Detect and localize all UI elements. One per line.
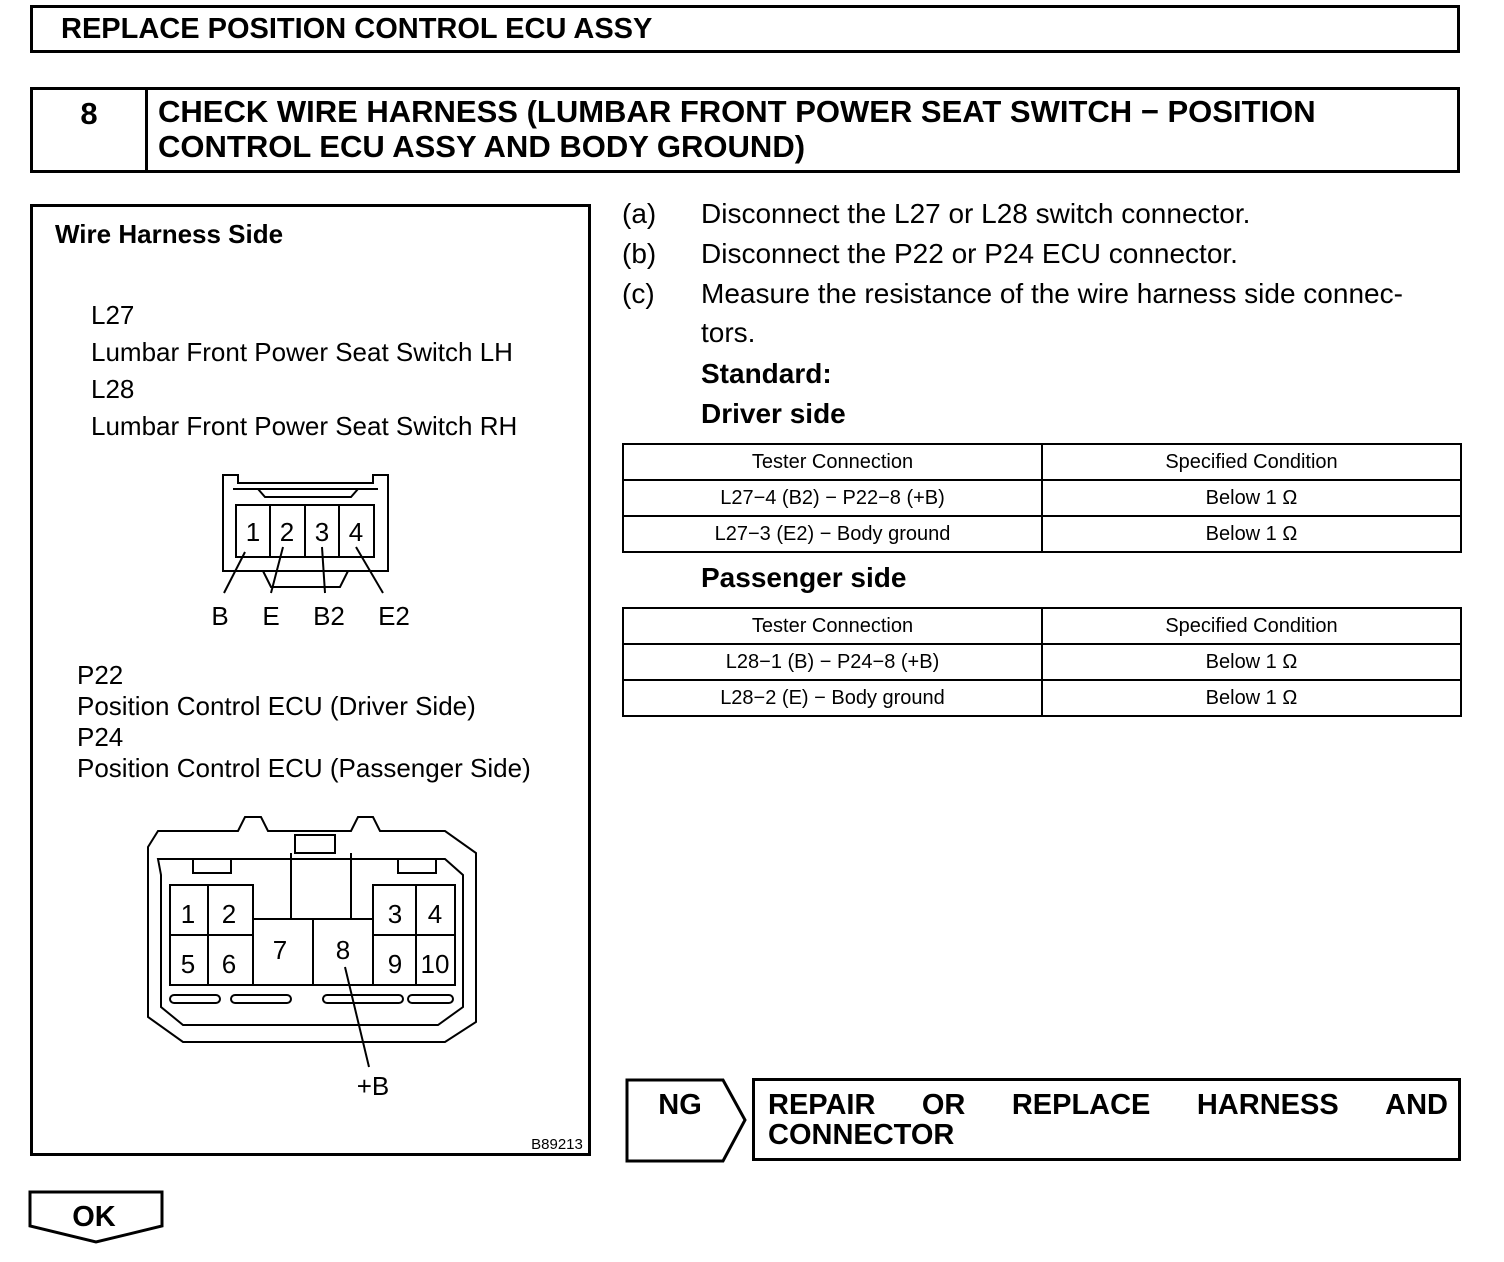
connector2-diagram — [148, 817, 476, 1042]
connector2-pin-6: 6 — [221, 949, 237, 979]
ng-action-word: HARNESS — [1196, 1089, 1339, 1121]
standard-label: Standard: — [701, 358, 832, 389]
connector1-label-b2: B2 — [313, 601, 345, 631]
connector2-name2: Position Control ECU (Passenger Side) — [77, 753, 531, 783]
table-row — [623, 680, 1461, 716]
instruction-c-text-line1: Measure the resistance of the wire harness side connec- — [701, 278, 1403, 309]
table-cell: L28−1 (B) − P24−8 (+B) — [623, 644, 1042, 680]
instruction-b-marker: (b) — [622, 238, 657, 269]
table-row — [623, 644, 1461, 680]
ng-label: NG — [658, 1089, 702, 1121]
ng-action-word: REPLACE — [1011, 1089, 1151, 1121]
driver-side-table — [622, 443, 1462, 553]
connector2-pin-10: 10 — [420, 949, 450, 979]
connector2-pin-7: 7 — [272, 935, 288, 965]
ng-action-box — [752, 1078, 1461, 1161]
table-header-row — [623, 608, 1461, 644]
table-header-cell: Specified Condition — [1042, 608, 1461, 644]
table-cell: Below 1 Ω — [1042, 644, 1461, 680]
connector1-label-e: E — [262, 601, 280, 631]
table-cell: L27−3 (E2) − Body ground — [623, 516, 1042, 552]
connector2-code2: P24 — [77, 722, 124, 752]
figure-title: Wire Harness Side — [55, 219, 284, 249]
ok-label: OK — [72, 1201, 116, 1233]
connector1-code2: L28 — [91, 374, 135, 404]
previous-step-title: REPLACE POSITION CONTROL ECU ASSY — [61, 13, 653, 45]
connector1-name1: Lumbar Front Power Seat Switch LH — [91, 337, 513, 367]
table-cell: L28−2 (E) − Body ground — [623, 680, 1042, 716]
connector2-leader-line — [345, 967, 369, 1067]
connector2-pin-9: 9 — [387, 949, 403, 979]
table-header-cell: Tester Connection — [623, 444, 1042, 480]
ng-action-word: AND — [1385, 1089, 1448, 1121]
table-header-row — [623, 444, 1461, 480]
ng-action-word: REPAIR — [768, 1089, 876, 1121]
connector1-label-e2: E2 — [378, 601, 410, 631]
figure-id: B89213 — [531, 1136, 583, 1153]
table-row — [623, 516, 1461, 552]
passenger-side-label: Passenger side — [701, 562, 907, 593]
table-row — [623, 480, 1461, 516]
connector2-pin-4: 4 — [427, 899, 443, 929]
connector2-label-plus-b: +B — [356, 1071, 390, 1101]
connector2-code1: P22 — [77, 660, 124, 690]
ok-result-tag — [28, 1190, 168, 1246]
connector1-code1: L27 — [91, 300, 135, 330]
connector1-pin-1: 1 — [245, 517, 261, 547]
connector2-pin-5: 5 — [180, 949, 196, 979]
connector1-pin-2: 2 — [279, 517, 295, 547]
instruction-c-text-line2: tors. — [701, 317, 756, 348]
connector2-pin-2: 2 — [221, 899, 237, 929]
table-cell: Below 1 Ω — [1042, 516, 1461, 552]
connector2-pin-8: 8 — [335, 935, 351, 965]
connector2-name1: Position Control ECU (Driver Side) — [77, 691, 476, 721]
driver-side-label: Driver side — [701, 398, 846, 429]
step-title-line2: CONTROL ECU ASSY AND BODY GROUND) — [158, 129, 806, 164]
step-number: 8 — [33, 90, 148, 170]
instruction-b-text: Disconnect the P22 or P24 ECU connector. — [701, 238, 1238, 269]
connector2-pin-1: 1 — [180, 899, 196, 929]
previous-step-box — [30, 5, 1460, 53]
connector-figure — [30, 204, 591, 1156]
instruction-c-marker: (c) — [622, 278, 655, 309]
connector1-pin-4: 4 — [348, 517, 364, 547]
instruction-a-marker: (a) — [622, 198, 657, 229]
passenger-side-table — [622, 607, 1462, 717]
ng-action-word: OR — [921, 1089, 966, 1121]
ng-action-line1 — [768, 1089, 1448, 1122]
connector1-label-b: B — [211, 601, 229, 631]
connector1-name2: Lumbar Front Power Seat Switch RH — [91, 411, 518, 441]
connector1-pin-3: 3 — [314, 517, 330, 547]
table-header-cell: Tester Connection — [623, 608, 1042, 644]
step-header — [30, 87, 1460, 173]
table-cell: Below 1 Ω — [1042, 480, 1461, 516]
step-title — [158, 94, 1448, 164]
ng-action-line2: CONNECTOR — [768, 1119, 955, 1151]
step-title-line1: CHECK WIRE HARNESS (LUMBAR FRONT POWER SEAT SWITCH − POSITION — [158, 94, 1316, 129]
instruction-a-text: Disconnect the L27 or L28 switch connector. — [701, 198, 1251, 229]
ng-result-tag — [625, 1078, 749, 1164]
connector2-pin-3: 3 — [387, 899, 403, 929]
table-cell: Below 1 Ω — [1042, 680, 1461, 716]
table-header-cell: Specified Condition — [1042, 444, 1461, 480]
table-cell: L27−4 (B2) − P22−8 (+B) — [623, 480, 1042, 516]
